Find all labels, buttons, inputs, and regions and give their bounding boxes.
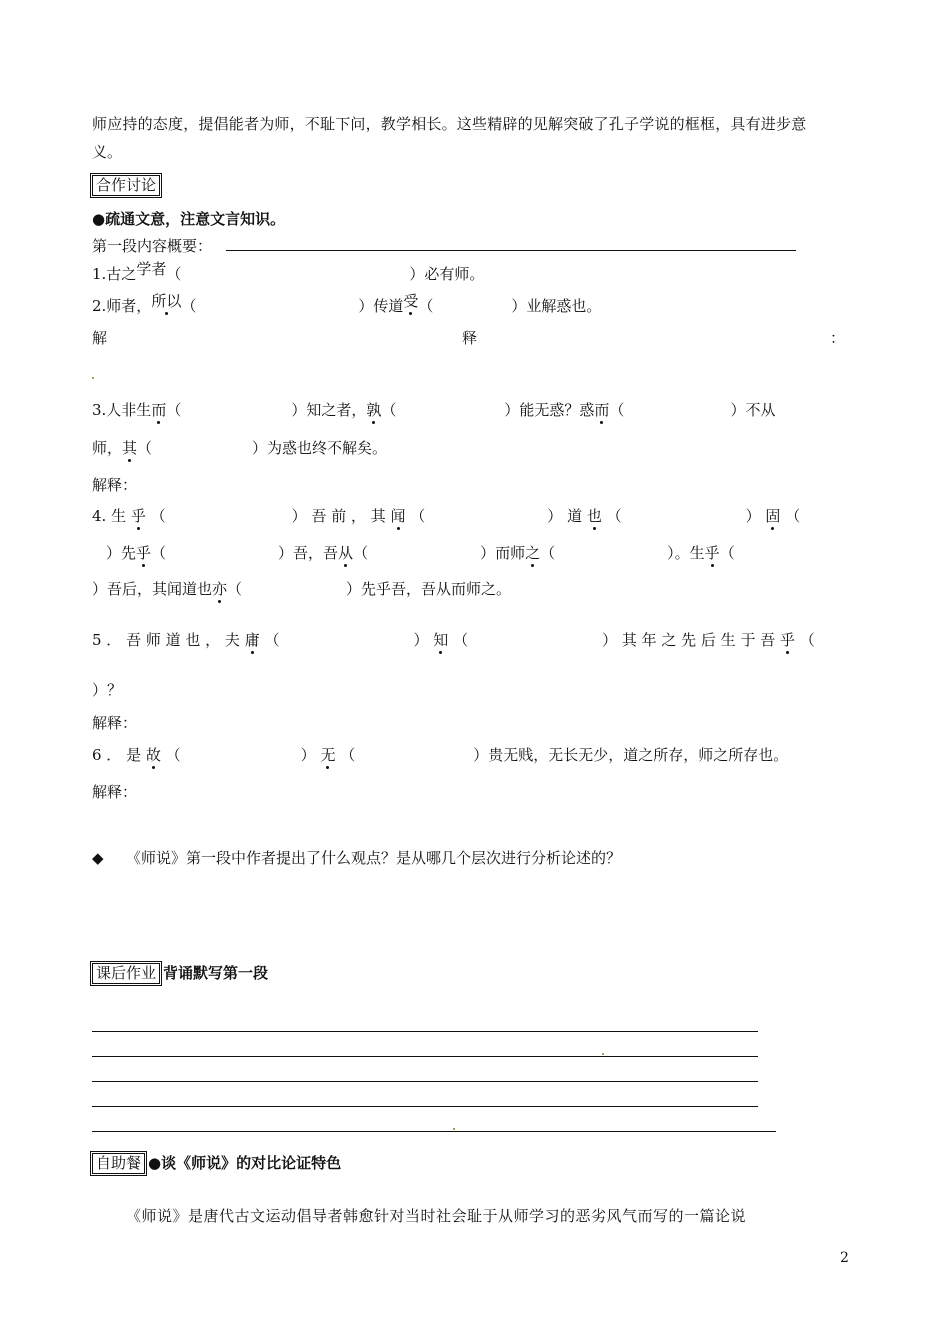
selfhelp-section — [92, 1153, 341, 1174]
speck — [453, 1128, 455, 1130]
speck — [602, 1053, 604, 1055]
homework-section — [92, 963, 268, 984]
explain-spread-1: 解 — [92, 329, 108, 347]
dictation-line-1 — [92, 1031, 758, 1032]
homework-label-box: 课后作业 — [92, 963, 160, 984]
essay-line-1: 《师说》是唐代古文运动倡导者韩愈针对当时社会耻于从师学习的恶劣风气而写的一篇论说 — [126, 1207, 747, 1225]
question-3-line-2: 师，其（ ）为惑也终不解矣。 — [92, 439, 388, 457]
discussion-section-label — [92, 175, 160, 196]
explain-label-3: 解释： — [92, 783, 138, 801]
homework-task: 背诵默写第一段 — [163, 964, 269, 982]
dictation-line-4 — [92, 1106, 758, 1107]
question-1: 1.古之学者（ ）必有师。 — [92, 260, 485, 283]
summary-answer-line — [226, 250, 796, 251]
question-2: 2.师者，所以（ ）传道受（ ）业解惑也。 — [92, 292, 602, 315]
dictation-line-5 — [92, 1131, 776, 1132]
explain-label-2: 解释： — [92, 714, 138, 732]
explain-label-1: 解释： — [92, 476, 138, 494]
discussion-task: ●疏通文意，注意文言知识。 — [92, 210, 286, 228]
question-4-line-2: ）先乎（ ）吾，吾从（ ）而师之（ ）。生乎（ — [106, 544, 735, 562]
question-4-line-1: 4. 生 乎 （ ） 吾 前 ， 其 闻 （ ） 道 也 （ ） 固 （ — [92, 507, 801, 525]
selfhelp-label-box: 自助餐 — [92, 1153, 145, 1174]
question-3-line-1: 3.人非生而（ ）知之者，孰（ ）能无惑？惑而（ ）不从 — [92, 401, 776, 419]
explain-spread-3: ： — [830, 329, 846, 347]
intro-line-1: 师应持的态度，提倡能者为师，不耻下问，教学相长。这些精辟的见解突破了孔子学说的框框，具有进步意 — [92, 115, 807, 133]
page-number: 2 — [840, 1250, 849, 1266]
question-5-line-2: ）？ — [92, 681, 123, 699]
selfhelp-task: ●谈《师说》的对比论证特色 — [148, 1154, 342, 1172]
summary-prompt: 第一段内容概要： — [92, 237, 213, 255]
question-5-line-1: 5 ． 吾 师 道 也 ， 夫 庸 （ ） 知 （ ） 其 年 之 先 后 生 于 吾 乎 （ — [92, 631, 815, 649]
question-6: 6 ． 是 故 （ ） 无 （ ）贵无贱，无长无少，道之所存，师之所存也。 — [92, 746, 789, 764]
intro-line-2: 义。 — [92, 143, 123, 161]
speck — [92, 377, 94, 379]
discussion-label-box: 合作讨论 — [92, 175, 160, 196]
dictation-line-2 — [92, 1056, 758, 1057]
analysis-question: ◆ 《师说》第一段中作者提出了什么观点？是从哪几个层次进行分析论述的？ — [92, 849, 622, 867]
question-4-line-3: ）吾后，其闻道也亦（ ）先乎吾，吾从而师之。 — [92, 580, 512, 598]
explain-spread-2: 释 — [462, 329, 478, 347]
dictation-line-3 — [92, 1081, 758, 1082]
